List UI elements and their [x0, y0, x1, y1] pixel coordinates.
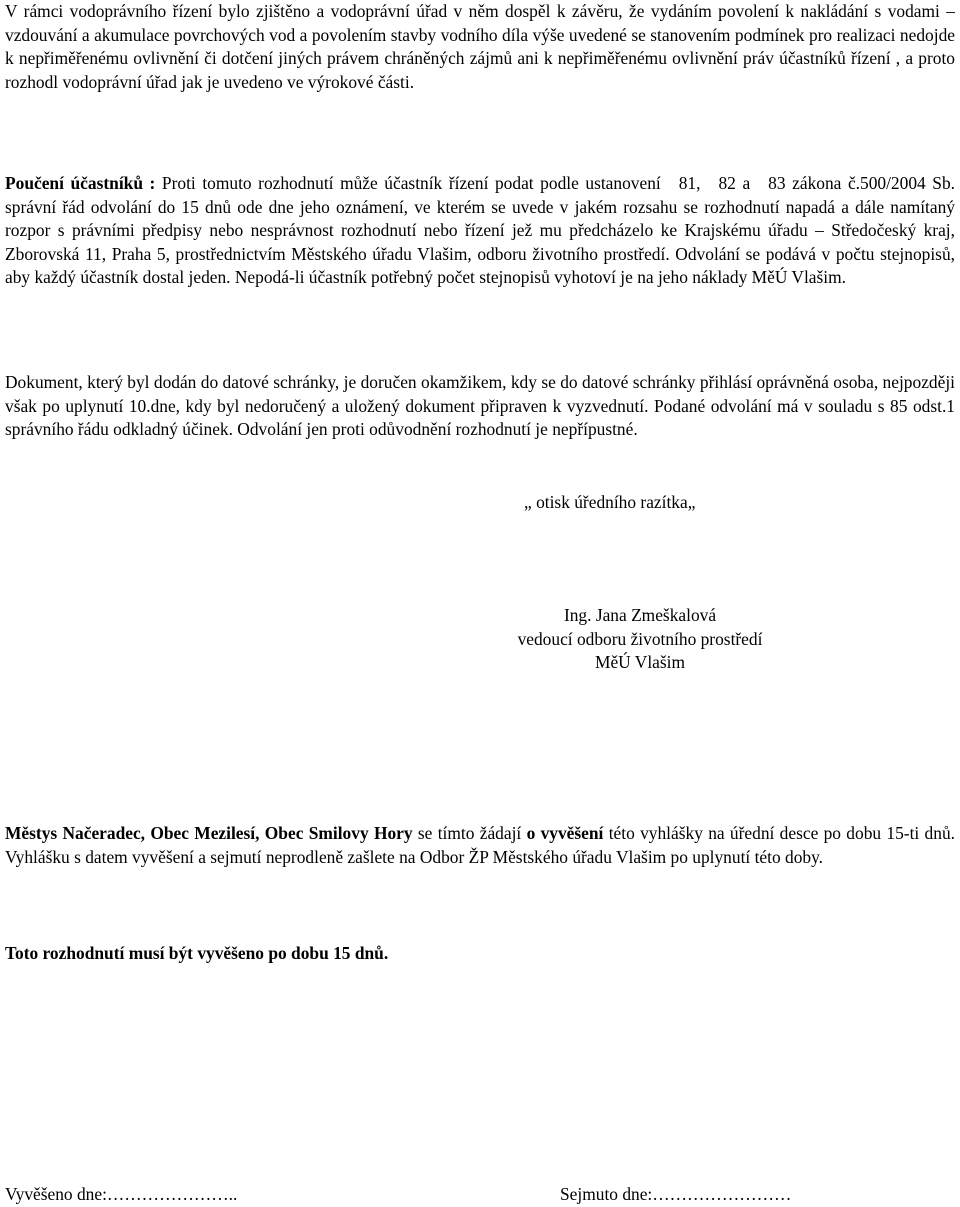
posting-request-details: této vyhlášky na úřední desce po dobu 15-ti dnů. Vyhlášku s datem vyvěšení a sejmutí neprodleně zašlete na Odbor ŽP Městského úřadu Vlašim po uplynutí této doby. — [5, 823, 955, 867]
posting-request-text: se tímto žádají — [412, 823, 527, 843]
posted-date-field: Vyvěšeno dne:………………….. — [5, 1184, 238, 1204]
posting-request-emphasis: o vyvěšení — [526, 823, 604, 843]
signatory-name: Ing. Jana Zmeškalová — [563, 605, 717, 625]
delivery-info-paragraph: Dokument, který byl dodán do datové schránky, je doručen okamžikem, kdy se do datové schránky přihlásí oprávněná osoba, nejpozději však po uplynutí 10.dne, kdy byl nedoručený a uložený dokument připraven k vyzvednutí. Podané odvolání má v souladu s 85 odst.1 správního řádu odkladný účinek. Odvolání jen proti odůvodnění rozhodnutí je nepřípustné. — [5, 372, 955, 440]
signatory-office: MěÚ Vlašim — [594, 652, 685, 673]
removed-date-field: Sejmuto dne:…………………… — [560, 1184, 792, 1204]
appeal-text-section-82: 82 a — [718, 173, 751, 193]
decision-justification-paragraph: V rámci vodoprávního řízení bylo zjištěno a vodoprávní úřad v něm dospěl k závěru, že vydáním povolení k nakládání s vodami – vzdouvání a akumulace povrchových vod a povolením stavby vodního díla výše uvedené se stanovením podmínek pro realizaci nedojde k nepřiměřenému ovlivnění či dotčení jiných právem chráněných zájmů ani k nepřiměřenému ovlivnění práv účastníků řízení , a proto rozhodl vodoprávní úřad jak je uvedeno ve výrokové části. — [5, 1, 955, 92]
appeal-instructions-heading: Poučení účastníků : — [5, 173, 156, 193]
appeal-text-section-81: 81, — [678, 173, 701, 193]
appeal-text-body: 83 zákona č.500/2004 Sb. správní řád odvolání do 15 dnů ode dne jeho oznámení, ve kterém se uvede v jakém rozsahu se rozhodnutí napadá a dále namítaný rozpor s právními předpisy nebo nesprávnost rozhodnutí nebo řízení jež mu předcházelo ke Krajskému úřadu – Středočeský kraj, Zborovská 11, Praha 5, prostřednictvím Městského úřadu Vlašim, odboru životního prostředí. Odvolání se podává v počtu stejnopisů, aby každý účastník dostal jeden. Nepodá-li účastník potřebný počet stejnopisů vyhotoví je na jeho náklady MěÚ Vlašim. — [5, 173, 955, 288]
appeal-text-intro: Proti tomuto rozhodnutí může účastník řízení podat podle ustanovení — [155, 173, 661, 193]
municipalities-list: Městys Načeradec, Obec Mezilesí, Obec Smilovy Hory — [5, 823, 413, 843]
signatory-role: vedoucí odboru životního prostředí — [517, 628, 763, 649]
posting-duration-text: Toto rozhodnutí musí být vyvěšeno po dobu 15 dnů. — [5, 943, 389, 963]
signature-block — [480, 604, 800, 675]
posting-request-paragraph — [5, 822, 955, 869]
posting-duration-note — [5, 942, 955, 966]
appeal-instructions-paragraph — [5, 172, 955, 290]
official-stamp-placeholder: „ otisk úředního razítka„ — [524, 492, 696, 512]
